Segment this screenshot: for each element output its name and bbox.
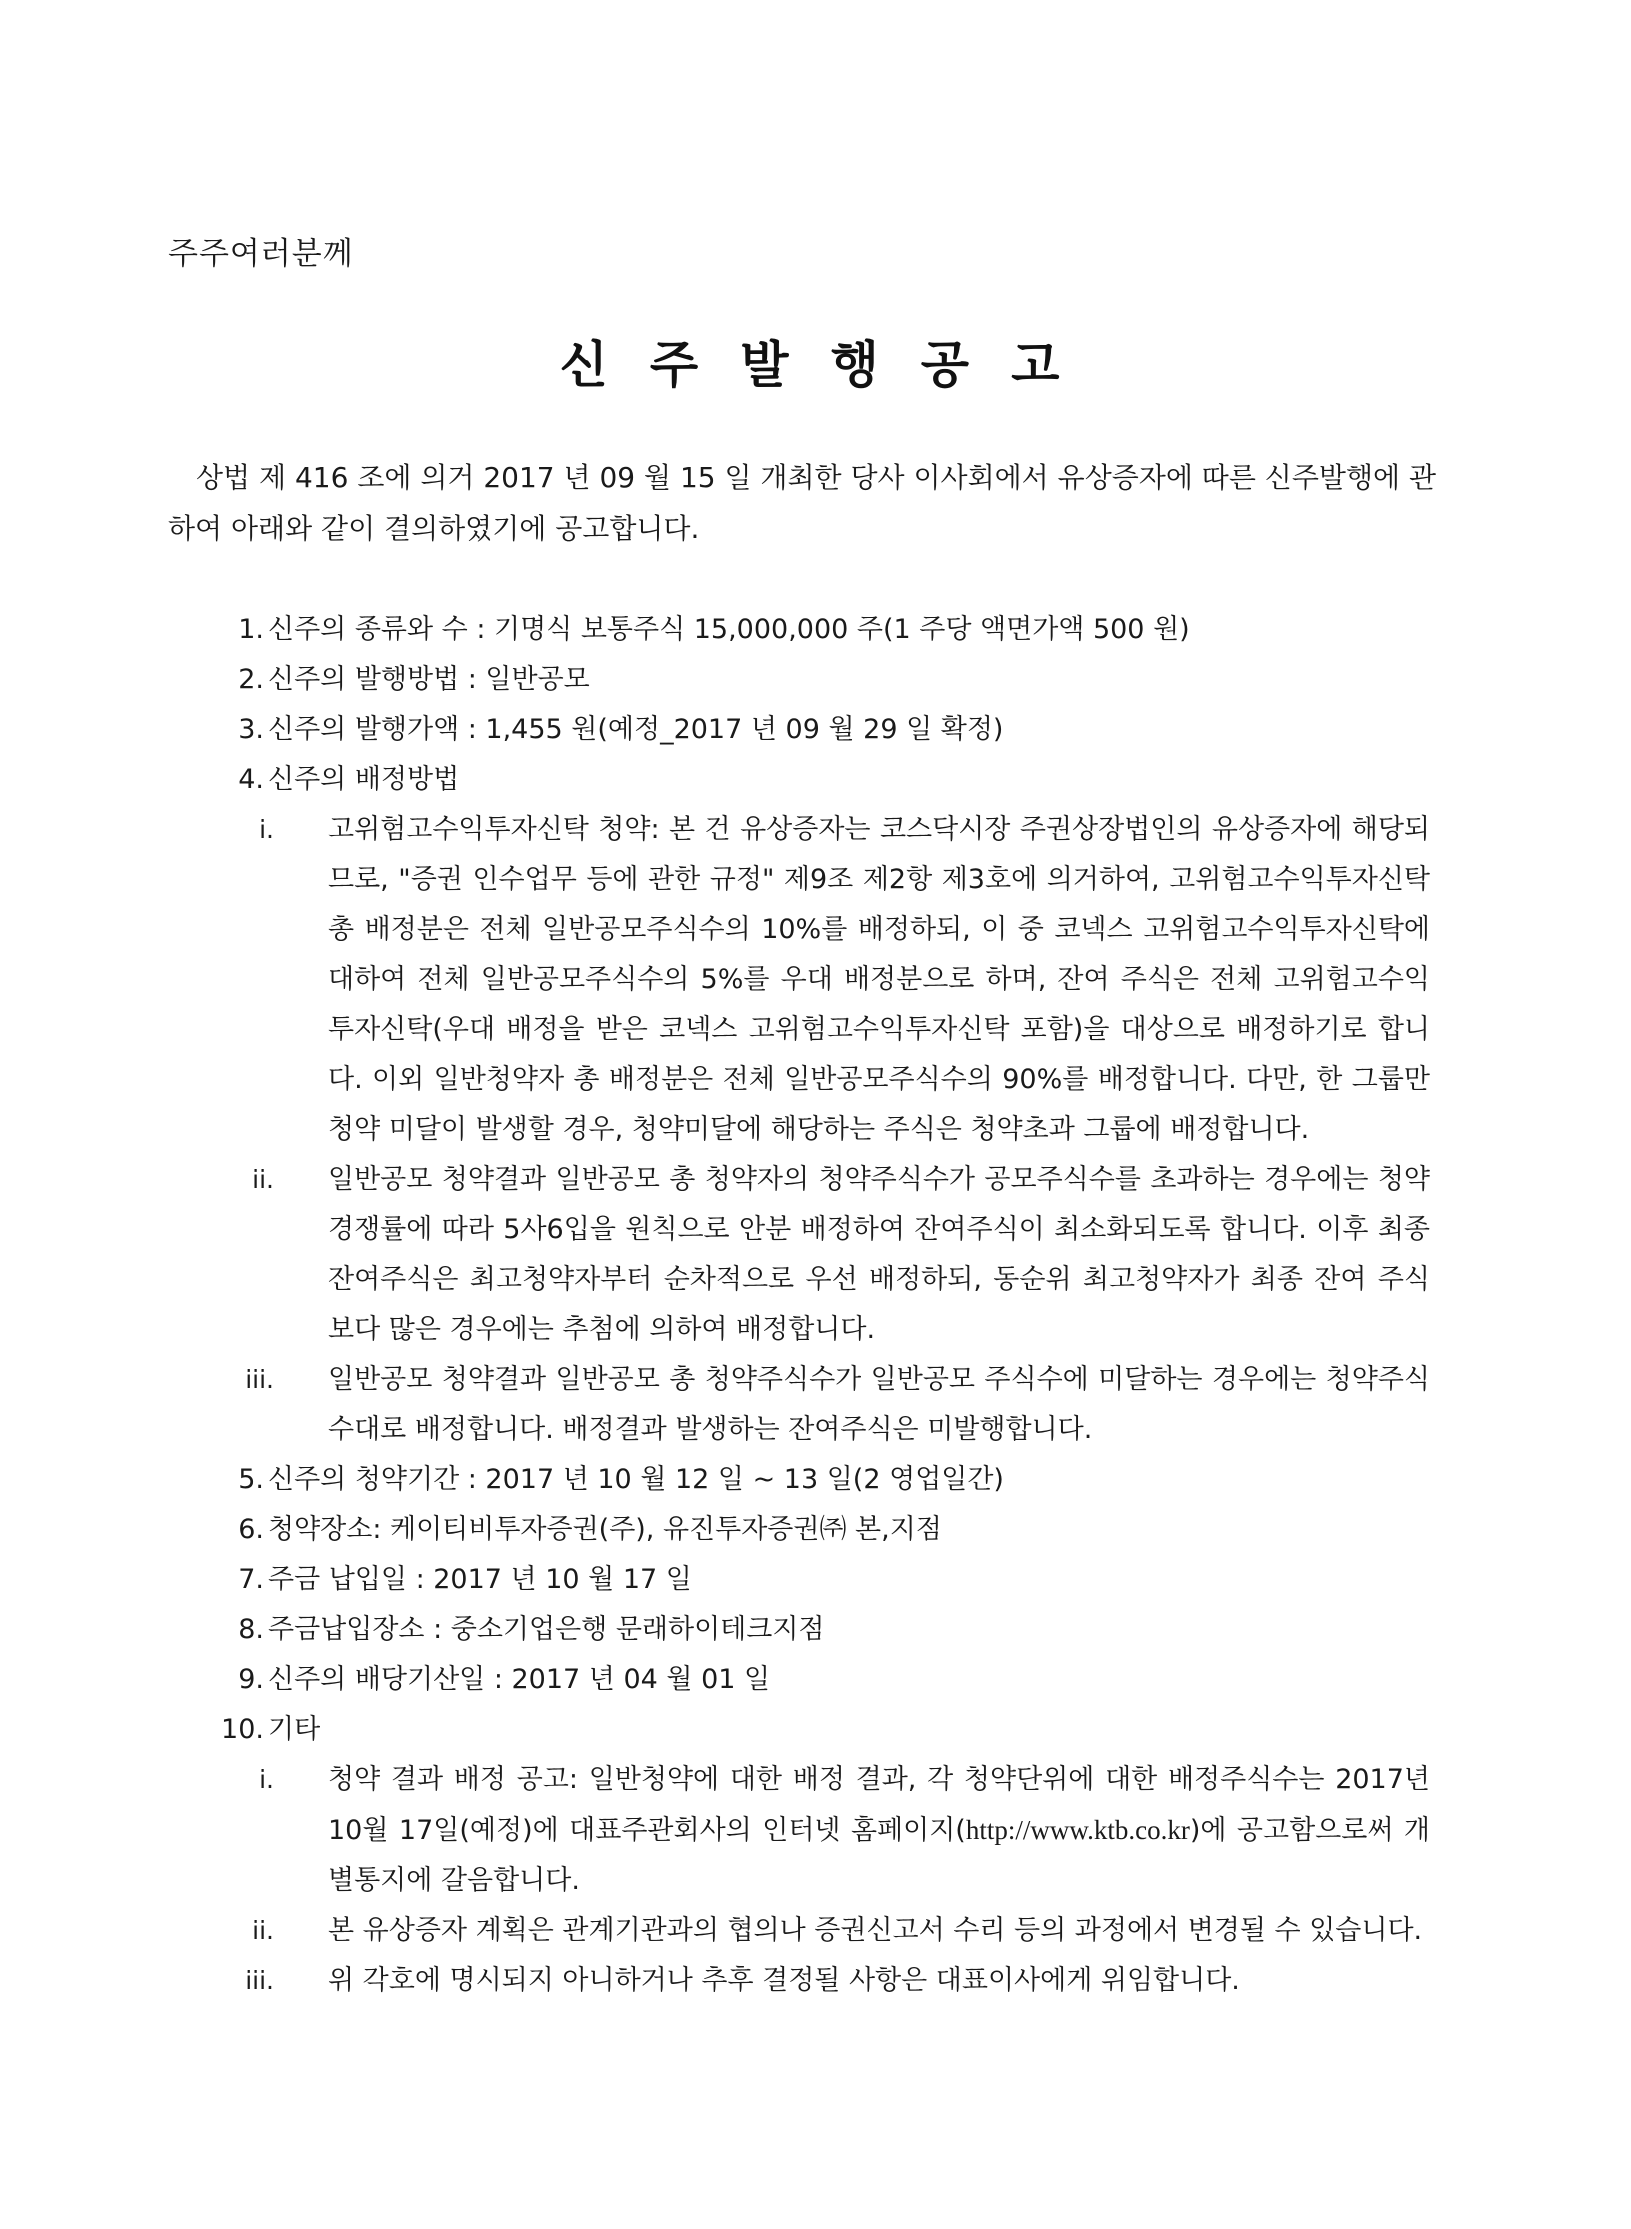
item-text: 신주의 배정방법 <box>268 764 460 795</box>
list-item <box>0 1555 1631 1605</box>
sub-item-number: iii. <box>245 1365 274 1394</box>
item-text: 청약장소: 케이티비투자증권(주), 유진투자증권㈜ 본,지점 <box>268 1514 942 1545</box>
document-title: 신주발행공고 <box>559 336 1102 394</box>
list-item <box>0 605 1631 655</box>
item-text: 신주의 배당기산일 : 2017 년 04 월 01 일 <box>268 1664 771 1695</box>
sub-item-text: 본 유상증자 계획은 관계기관과의 협의나 증권신고서 수리 등의 과정에서 변경될 수 있습니다. <box>328 1915 1423 1946</box>
sub-item-text-after: )에 공고함으로써 개별통지에 갈음합니다. <box>328 1815 1431 1896</box>
sub-item <box>0 1906 1631 1956</box>
sub-item-number: iii. <box>245 1966 274 1995</box>
item-number: 6. <box>238 1514 264 1545</box>
sub-item <box>0 1355 1631 1455</box>
list-item <box>0 1705 1631 1755</box>
intro-paragraph: 상법 제 416 조에 의거 2017 년 09 월 15 일 개최한 당사 이사회에서 유상증자에 따른 신주발행에 관하여 아래와 같이 결의하였기에 공고합니다. <box>168 461 1436 545</box>
list-item <box>0 705 1631 755</box>
item-text: 신주의 발행가액 : 1,455 원(예정_2017 년 09 월 29 일 확정) <box>268 714 1004 745</box>
sub-item <box>0 1956 1631 2006</box>
greeting: 주주여러분께 <box>168 236 354 272</box>
item-list <box>0 605 1631 2006</box>
item-text: 신주의 종류와 수 : 기명식 보통주식 15,000,000 주(1 주당 액면가액 500 원) <box>268 614 1190 645</box>
sub-item-number: ii. <box>252 1165 274 1194</box>
item-text: 기타 <box>268 1714 321 1745</box>
sub-item-text: 위 각호에 명시되지 아니하거나 추후 결정될 사항은 대표이사에게 위임합니다. <box>328 1965 1240 1996</box>
sub-item-text: 일반공모 청약결과 일반공모 총 청약주식수가 일반공모 주식수에 미달하는 경우에는 청약주식수대로 배정합니다. 배정결과 발생하는 잔여주식은 미발행합니다. <box>328 1364 1430 1445</box>
sub-item-text: 일반공모 청약결과 일반공모 총 청약자의 청약주식수가 공모주식수를 초과하는 경우에는 청약경쟁률에 따라 5사6입을 원칙으로 안분 배정하여 잔여주식이 최소화되도록 합니다. 이후 최종 잔여주식은 최고청약자부터 순차적으로 우선 배정하되, 동순위 최고청약자가 최종 잔여 주식보다 많은 경우에는 추첨에 의하여 배정합니다. <box>328 1164 1430 1345</box>
item-number: 7. <box>238 1564 264 1595</box>
item-text: 신주의 발행방법 : 일반공모 <box>268 664 590 695</box>
item-number: 1. <box>238 614 264 645</box>
sub-item <box>0 1755 1631 1906</box>
sub-item <box>0 805 1631 1155</box>
sub-item-text-before: 청약 결과 배정 공고: 일반청약에 대한 배정 결과, 각 청약단위에 대한 배정주식수는 2017년 10월 17일(예정)에 대표주관회사의 인터넷 홈페이지( <box>328 1764 1430 1846</box>
item-text: 주금납입장소 : 중소기업은행 문래하이테크지점 <box>268 1614 825 1645</box>
sub-item-number: i. <box>259 815 274 844</box>
item-number: 9. <box>238 1664 264 1695</box>
item-number: 10. <box>221 1714 264 1745</box>
sub-item <box>0 1155 1631 1355</box>
list-item <box>0 1505 1631 1555</box>
sub-item-text <box>328 1755 1430 1906</box>
list-item <box>0 1455 1631 1505</box>
item-number: 4. <box>238 764 264 795</box>
sub-item-number: i. <box>259 1765 274 1794</box>
list-item <box>0 1605 1631 1655</box>
list-item <box>0 755 1631 805</box>
item-number: 8. <box>238 1614 264 1645</box>
item-number: 2. <box>238 664 264 695</box>
list-item <box>0 655 1631 705</box>
list-item <box>0 1655 1631 1705</box>
sub-item-text: 고위험고수익투자신탁 청약: 본 건 유상증자는 코스닥시장 주권상장법인의 유상증자에 해당되므로, "증권 인수업무 등에 관한 규정" 제9조 제2항 제3호에 의거하여, 고위험고수익투자신탁 총 배정분은 전체 일반공모주식수의 10%를 배정하되, 이 중 코넥스 고위험고수익투자신탁에 대하여 전체 일반공모주식수의 5%를 우대 배정분으로 하며, 잔여 주식은 전체 고위험고수익투자신탁(우대 배정을 받은 코넥스 고위험고수익투자신탁 포함)을 대상으로 배정하기로 합니다. 이외 일반청약자 총 배정분은 전체 일반공모주식수의 90%를 배정합니다. 다만, 한 그룹만 청약 미달이 발생할 경우, 청약미달에 해당하는 주식은 청약초과 그룹에 배정합니다. <box>328 814 1430 1145</box>
sub-item-number: ii. <box>252 1916 274 1945</box>
item-number: 3. <box>238 714 264 745</box>
item-text: 주금 납입일 : 2017 년 10 월 17 일 <box>268 1564 692 1595</box>
item-number: 5. <box>238 1464 264 1495</box>
item-text: 신주의 청약기간 : 2017 년 10 월 12 일 ~ 13 일(2 영업일간) <box>268 1464 1004 1495</box>
homepage-url: http://www.ktb.co.kr <box>965 1815 1190 1845</box>
